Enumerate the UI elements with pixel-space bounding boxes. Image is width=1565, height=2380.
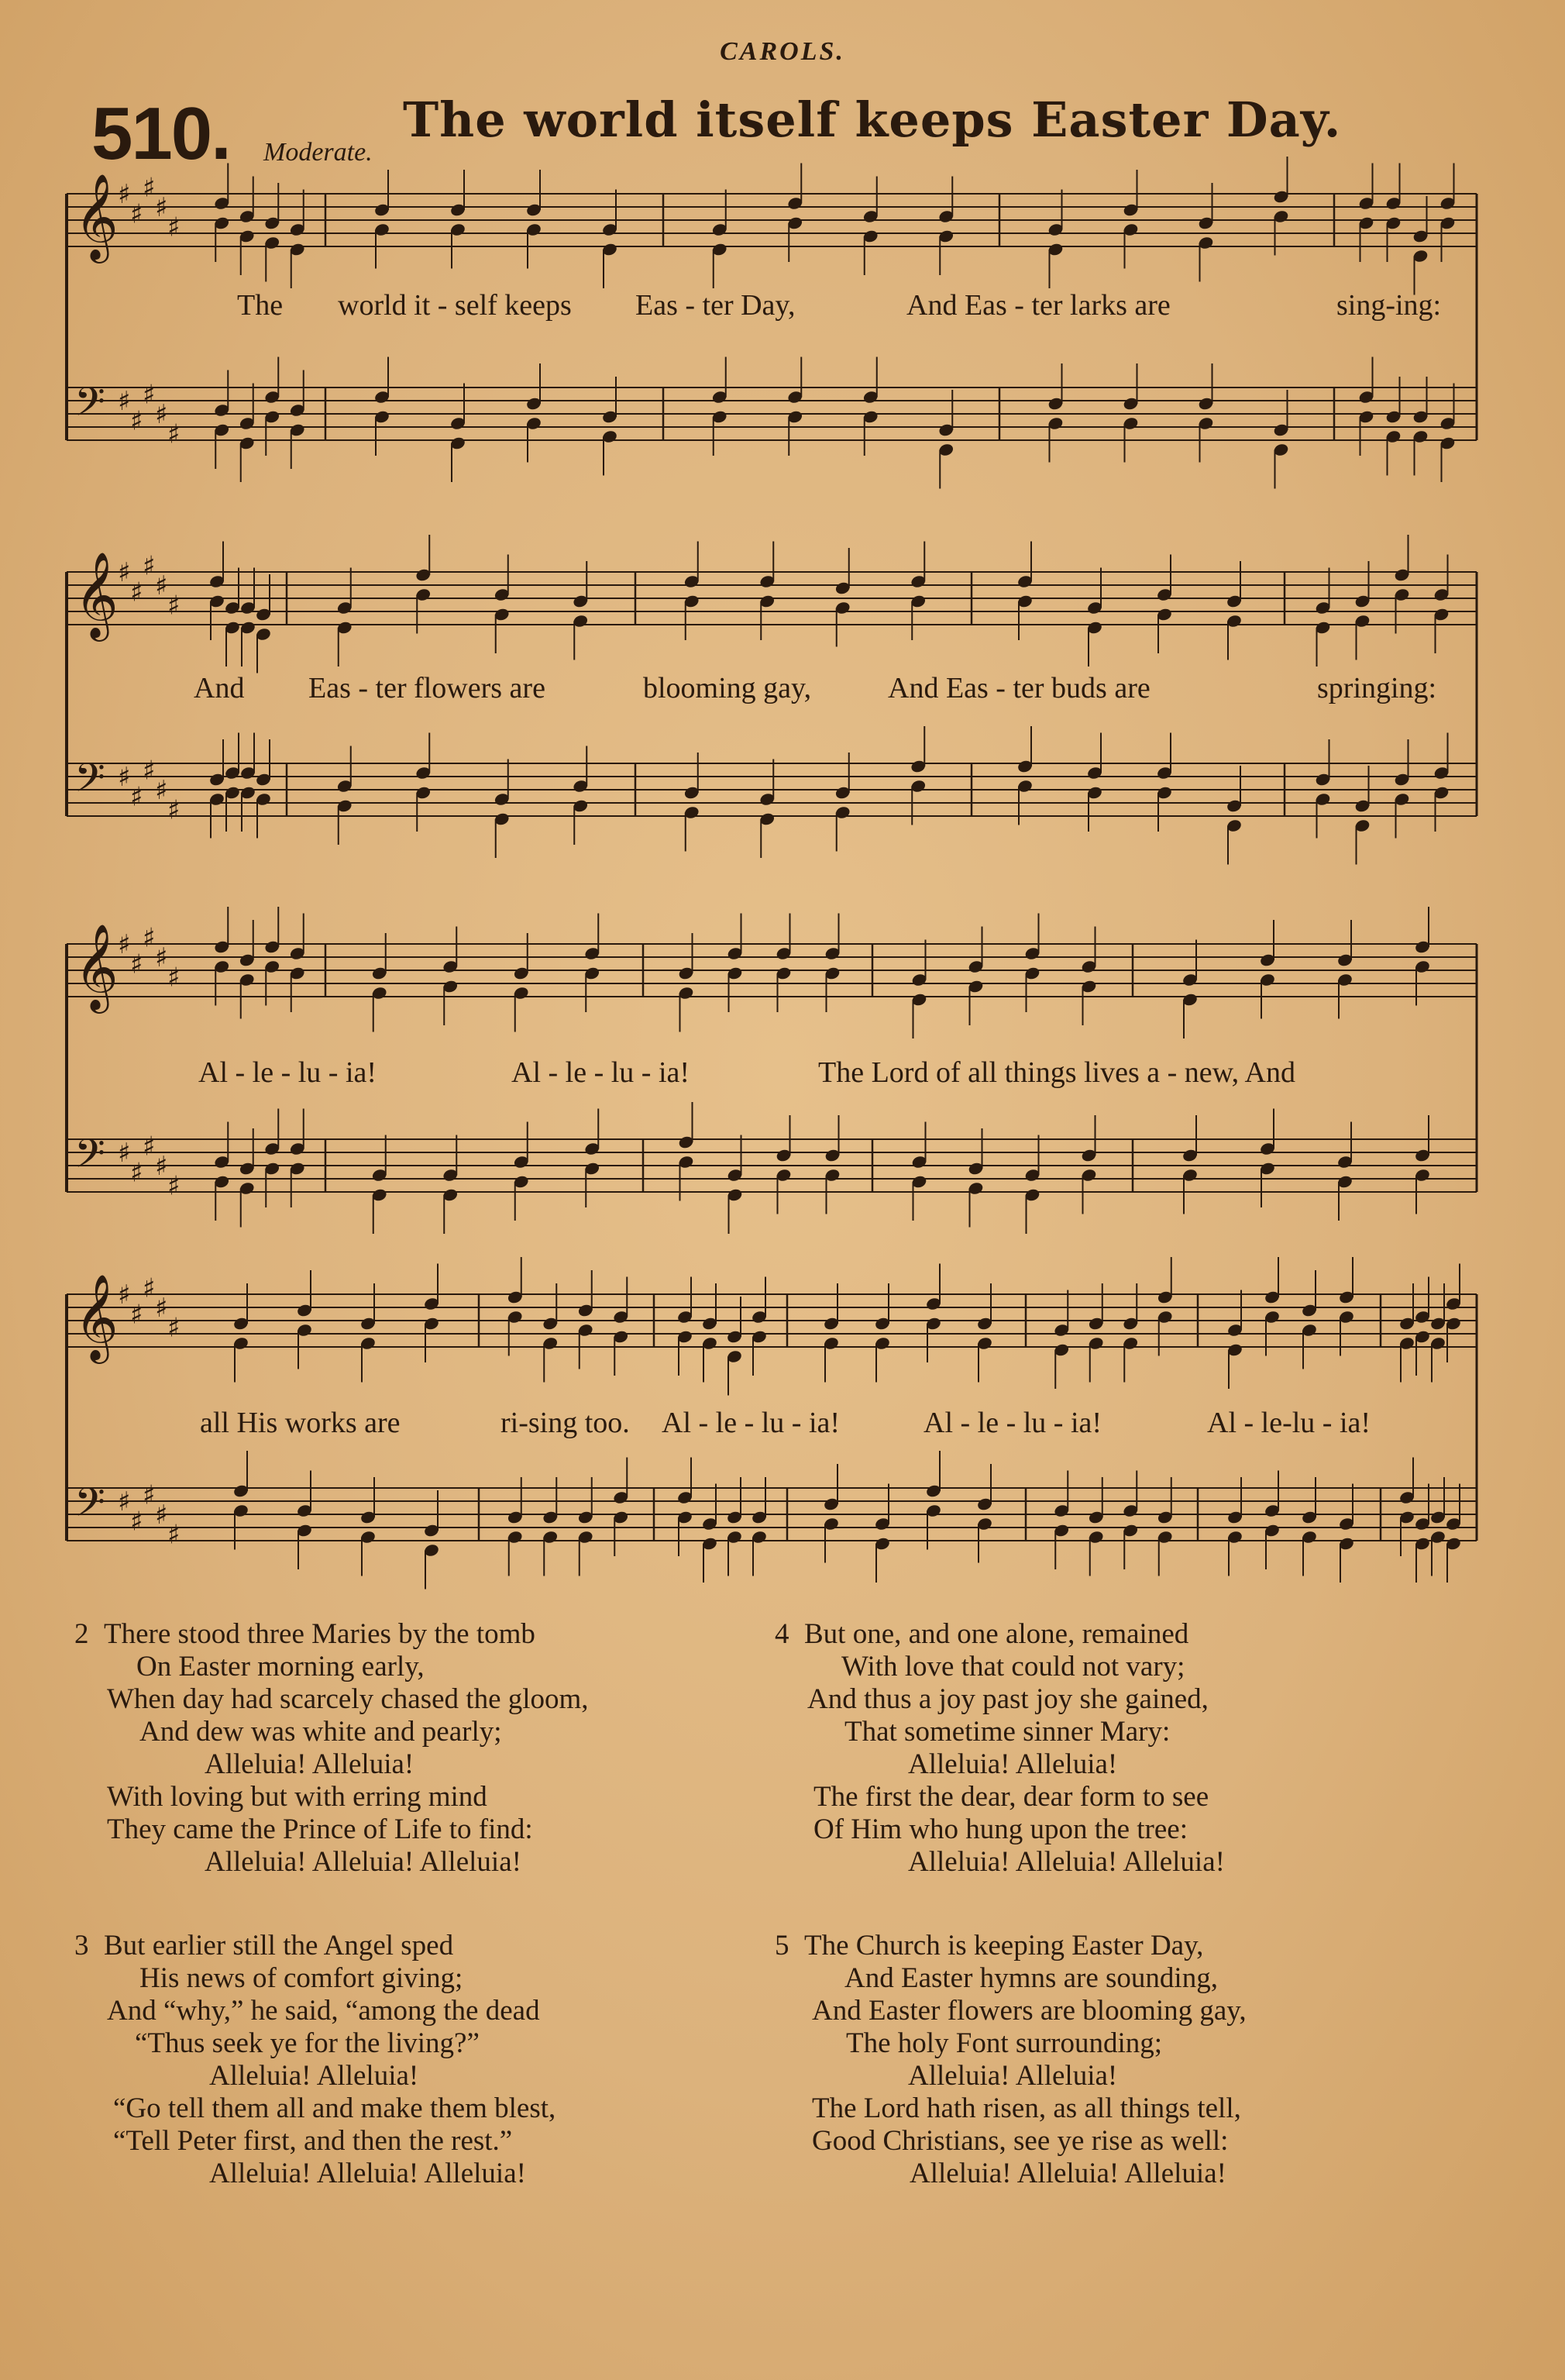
lyric: And Eas - ter buds are xyxy=(888,672,1151,704)
key-signature-sharp: ♯ xyxy=(143,755,156,787)
key-signature-sharp: ♯ xyxy=(155,1500,168,1531)
bass-clef: 𝄢 xyxy=(74,1479,105,1535)
key-signature-sharp: ♯ xyxy=(118,179,131,210)
key-signature-sharp: ♯ xyxy=(143,172,156,204)
key-signature-sharp: ♯ xyxy=(167,794,181,826)
verse-line: The Lord hath risen, as all things tell, xyxy=(812,2092,1241,2124)
verse-line: Alleluia! Alleluia! xyxy=(908,1748,1118,1780)
verse-number: 3 xyxy=(74,1930,89,1962)
key-signature-sharp: ♯ xyxy=(167,1519,181,1551)
verse-3 xyxy=(74,1930,555,2190)
verse-number: 5 xyxy=(775,1930,789,1962)
verse-line: There stood three Maries by the tomb xyxy=(104,1618,535,1650)
verse-line: With love that could not vary; xyxy=(841,1651,1185,1683)
verse-4 xyxy=(775,1618,1225,1879)
verse-line: Alleluia! Alleluia! xyxy=(205,1748,414,1780)
verse-line: Alleluia! Alleluia! Alleluia! xyxy=(209,2158,526,2189)
lyric: ri-sing too. xyxy=(500,1407,630,1439)
key-signature-sharp: ♯ xyxy=(118,1280,131,1311)
key-signature-sharp: ♯ xyxy=(155,1151,168,1182)
key-signature-sharp: ♯ xyxy=(143,550,156,582)
verse-line: “Tell Peter first, and then the rest.” xyxy=(113,2125,513,2157)
lyric: Al - le - lu - ia! xyxy=(924,1407,1102,1439)
key-signature-sharp: ♯ xyxy=(130,577,143,608)
key-signature-sharp: ♯ xyxy=(167,1312,181,1344)
key-signature-sharp: ♯ xyxy=(143,379,156,411)
key-signature-sharp: ♯ xyxy=(118,929,131,960)
verse-line: And dew was white and pearly; xyxy=(139,1716,502,1748)
key-signature-sharp: ♯ xyxy=(155,775,168,806)
verse-line: Good Christians, see ye rise as well: xyxy=(812,2125,1229,2157)
key-signature-sharp: ♯ xyxy=(155,192,168,223)
tempo-marking: Moderate. xyxy=(263,138,373,167)
lyric: all His works are xyxy=(200,1407,401,1439)
verse-line: On Easter morning early, xyxy=(136,1651,425,1683)
lyric: And xyxy=(194,672,245,704)
treble-clef: 𝄞 xyxy=(74,1273,119,1360)
key-signature-sharp: ♯ xyxy=(167,962,181,994)
verse-line: The holy Font surrounding; xyxy=(846,2027,1163,2059)
lyric: And Eas - ter larks are xyxy=(906,289,1171,322)
key-signature-sharp: ♯ xyxy=(118,1138,131,1169)
verse-line: When day had scarcely chased the gloom, xyxy=(107,1683,589,1715)
lyric: Al - le - lu - ia! xyxy=(662,1407,841,1439)
bass-clef: 𝄢 xyxy=(74,754,105,811)
bass-clef: 𝄢 xyxy=(74,378,105,435)
verse-line: Alleluia! Alleluia! xyxy=(908,2060,1118,2092)
key-signature-sharp: ♯ xyxy=(143,922,156,954)
verse-line: With loving but with erring mind xyxy=(107,1781,487,1813)
verse-line: Of Him who hung upon the tree: xyxy=(813,1813,1188,1845)
verse-line: Alleluia! Alleluia! Alleluia! xyxy=(908,1846,1225,1878)
verse-line: Alleluia! Alleluia! Alleluia! xyxy=(910,2158,1226,2189)
key-signature-sharp: ♯ xyxy=(130,405,143,437)
verse-line: That sometime sinner Mary: xyxy=(844,1716,1171,1748)
key-signature-sharp: ♯ xyxy=(155,942,168,973)
verse-line: The Church is keeping Easter Day, xyxy=(804,1930,1204,1962)
lyric: world it - self keeps xyxy=(338,289,572,322)
lyric: Eas - ter Day, xyxy=(635,289,796,322)
hymn-number: 510. xyxy=(91,92,230,175)
lyric: The Lord of all things lives a - new, And xyxy=(818,1056,1295,1089)
key-signature-sharp: ♯ xyxy=(167,212,181,243)
verse-line: They came the Prince of Life to find: xyxy=(107,1813,533,1845)
verse-5 xyxy=(775,1930,1247,2190)
key-signature-sharp: ♯ xyxy=(118,386,131,417)
verse-line: Alleluia! Alleluia! Alleluia! xyxy=(205,1846,521,1878)
verse-line: “Go tell them all and make them blest, xyxy=(113,2092,556,2124)
key-signature-sharp: ♯ xyxy=(130,1299,143,1331)
verse-line: Alleluia! Alleluia! xyxy=(209,2060,419,2092)
key-signature-sharp: ♯ xyxy=(155,1293,168,1324)
verse-2 xyxy=(74,1618,589,1879)
key-signature-sharp: ♯ xyxy=(118,762,131,793)
section-header: CAROLS. xyxy=(720,37,845,66)
verse-line: And Easter hymns are sounding, xyxy=(844,1962,1218,1994)
key-signature-sharp: ♯ xyxy=(130,781,143,813)
treble-clef: 𝄞 xyxy=(74,551,119,638)
verse-line: But earlier still the Angel sped xyxy=(104,1930,454,1962)
key-signature-sharp: ♯ xyxy=(118,557,131,588)
verse-line: The first the dear, dear form to see xyxy=(813,1781,1209,1813)
key-signature-sharp: ♯ xyxy=(130,949,143,980)
lyric: blooming gay, xyxy=(643,672,812,704)
hymn-title: The world itself keeps Easter Day. xyxy=(403,91,1342,148)
key-signature-sharp: ♯ xyxy=(155,399,168,430)
key-signature-sharp: ♯ xyxy=(130,1157,143,1189)
verse-number: 2 xyxy=(74,1618,89,1650)
lyric: The xyxy=(237,289,284,322)
verse-line: And “why,” he said, “among the dead xyxy=(107,1995,540,2027)
lyric: Al - le-lu - ia! xyxy=(1207,1407,1371,1439)
lyric: springing: xyxy=(1317,672,1437,704)
key-signature-sharp: ♯ xyxy=(167,1170,181,1202)
verse-line: But one, and one alone, remained xyxy=(804,1618,1189,1650)
lyric: Al - le - lu - ia! xyxy=(198,1056,377,1089)
key-signature-sharp: ♯ xyxy=(118,1486,131,1517)
key-signature-sharp: ♯ xyxy=(143,1131,156,1162)
key-signature-sharp: ♯ xyxy=(130,1506,143,1538)
verse-line: And Easter flowers are blooming gay, xyxy=(812,1995,1247,2027)
key-signature-sharp: ♯ xyxy=(155,570,168,601)
verse-line: His news of comfort giving; xyxy=(139,1962,463,1994)
key-signature-sharp: ♯ xyxy=(130,198,143,230)
lyric: Eas - ter flowers are xyxy=(308,672,545,704)
lyric: Al - le - lu - ia! xyxy=(511,1056,690,1089)
bass-clef: 𝄢 xyxy=(74,1130,105,1187)
verse-number: 4 xyxy=(775,1618,789,1650)
key-signature-sharp: ♯ xyxy=(143,1479,156,1511)
treble-clef: 𝄞 xyxy=(74,173,119,260)
key-signature-sharp: ♯ xyxy=(143,1273,156,1304)
verse-line: And thus a joy past joy she gained, xyxy=(807,1683,1209,1715)
verse-line: “Thus seek ye for the living?” xyxy=(135,2027,480,2059)
key-signature-sharp: ♯ xyxy=(167,418,181,450)
lyric: sing-ing: xyxy=(1336,289,1442,322)
key-signature-sharp: ♯ xyxy=(167,590,181,622)
treble-clef: 𝄞 xyxy=(74,923,119,1010)
